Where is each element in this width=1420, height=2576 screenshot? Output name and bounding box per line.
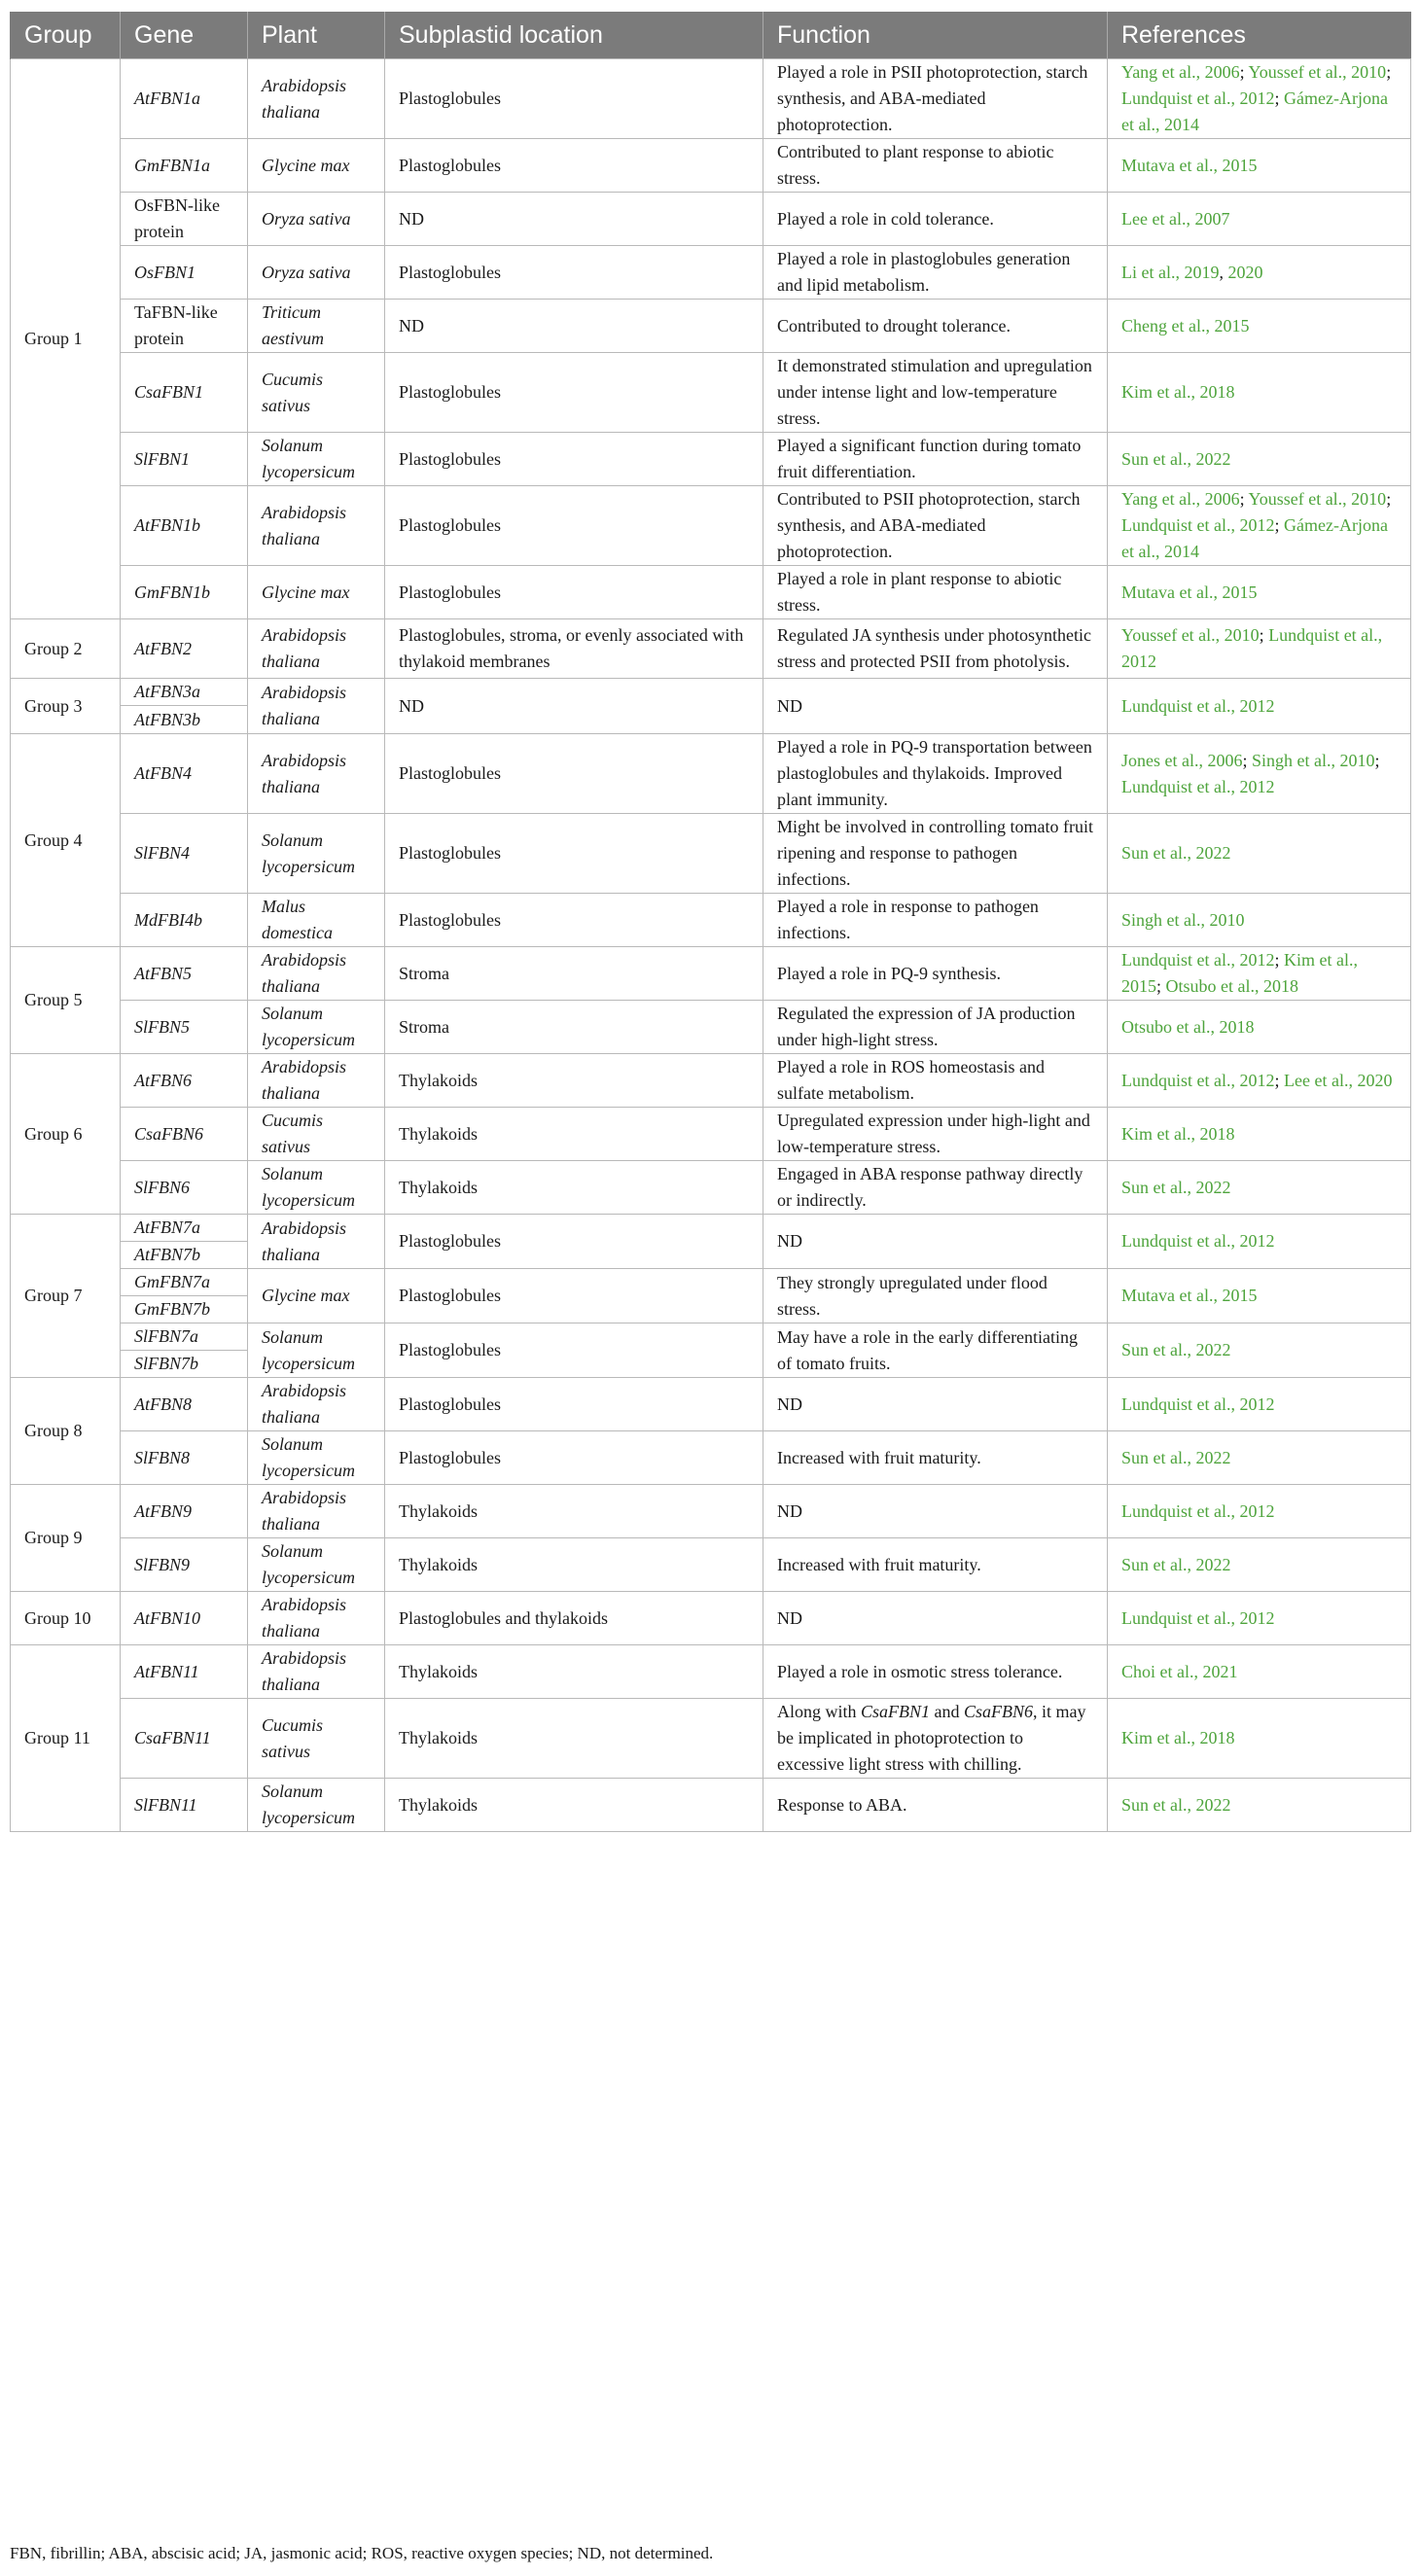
function-cell: Played a role in ROS homeostasis and sulfate metabolism.: [763, 1054, 1108, 1108]
table-row: [11, 1108, 1411, 1161]
references-cell: [1108, 1215, 1411, 1269]
gene-name: SlFBN8: [121, 1431, 248, 1485]
references-cell: [1108, 1431, 1411, 1485]
table-row: [11, 353, 1411, 433]
table-row: [11, 1485, 1411, 1538]
function-cell: Played a role in response to pathogen infections.: [763, 894, 1108, 947]
references-cell: [1108, 353, 1411, 433]
plant-species: Cucumis sativus: [248, 1108, 385, 1161]
function-cell: May have a role in the early differentiating of tomato fruits.: [763, 1323, 1108, 1378]
table-row: [11, 1699, 1411, 1779]
gene-name: AtFBN10: [121, 1592, 248, 1645]
table-row: [11, 300, 1411, 353]
gene-name: AtFBN5: [121, 947, 248, 1001]
subplastid-location: Plastoglobules: [385, 246, 763, 300]
subplastid-location: Plastoglobules: [385, 1431, 763, 1485]
reference-link[interactable]: Mutava et al., 2015: [1121, 582, 1258, 602]
function-cell: [763, 1699, 1108, 1779]
table-row: [11, 1645, 1411, 1699]
reference-link[interactable]: Kim et al., 2018: [1121, 1123, 1235, 1144]
header-references: References: [1108, 12, 1411, 59]
references-cell: [1108, 139, 1411, 193]
plant-species: Solanum lycopersicum: [248, 1001, 385, 1054]
header-subplastid-location: Subplastid location: [385, 12, 763, 59]
reference-link[interactable]: Li et al., 2019: [1121, 262, 1220, 282]
group-label: Group 4: [11, 734, 121, 947]
reference-link[interactable]: Mutava et al., 2015: [1121, 1286, 1258, 1305]
reference-link[interactable]: Sun et al., 2022: [1121, 1554, 1231, 1574]
function-text-part: CsaFBN1: [861, 1702, 931, 1721]
references-cell: Yang et al., 2006; Youssef et al., 2010; Lundquist et al., 2012; Gámez-Arjona et al., 2014: [1108, 59, 1411, 139]
gene-name: GmFBN1a: [121, 139, 248, 193]
function-cell: Contributed to drought tolerance.: [763, 300, 1108, 353]
plant-species: Solanum lycopersicum: [248, 1538, 385, 1592]
reference-link[interactable]: Lundquist et al., 2012: [1121, 1231, 1275, 1251]
subplastid-location: Thylakoids: [385, 1485, 763, 1538]
plant-species: Triticum aestivum: [248, 300, 385, 353]
function-cell: Played a role in plant response to abiotic stress.: [763, 566, 1108, 619]
header-function: Function: [763, 12, 1108, 59]
subplastid-location: Plastoglobules: [385, 814, 763, 894]
plant-species: Arabidopsis thaliana: [248, 1485, 385, 1538]
table-row: [11, 1269, 1411, 1296]
reference-link[interactable]: Singh et al., 2010: [1252, 750, 1375, 770]
gene-name: SlFBN9: [121, 1538, 248, 1592]
gene-name: SlFBN7b: [121, 1351, 248, 1378]
table-row: [11, 734, 1411, 814]
function-cell: ND: [763, 1485, 1108, 1538]
function-cell: ND: [763, 1592, 1108, 1645]
table-body: [11, 59, 1411, 1832]
references-cell: Lundquist et al., 2012; Kim et al., 2015; Otsubo et al., 2018: [1108, 947, 1411, 1001]
reference-link[interactable]: Sun et al., 2022: [1121, 1177, 1231, 1197]
plant-species: Arabidopsis thaliana: [248, 1378, 385, 1431]
plant-species: Glycine max: [248, 566, 385, 619]
table-row: [11, 1431, 1411, 1485]
plant-species: Cucumis sativus: [248, 1699, 385, 1779]
group-label: Group 1: [11, 59, 121, 619]
subplastid-location: Stroma: [385, 1001, 763, 1054]
gene-name: TaFBN-like protein: [121, 300, 248, 353]
gene-name: AtFBN1b: [121, 486, 248, 566]
gene-name: CsaFBN1: [121, 353, 248, 433]
reference-link[interactable]: Lundquist et al., 2012: [1121, 625, 1383, 671]
reference-link[interactable]: Jones et al., 2006: [1121, 750, 1243, 770]
subplastid-location: Plastoglobules: [385, 1378, 763, 1431]
table-row: [11, 1538, 1411, 1592]
function-cell: Regulated JA synthesis under photosynthetic stress and protected PSII from photolysis.: [763, 619, 1108, 679]
references-cell: [1108, 1538, 1411, 1592]
table-row: [11, 1592, 1411, 1645]
subplastid-location: ND: [385, 300, 763, 353]
subplastid-location: Thylakoids: [385, 1538, 763, 1592]
gene-name: AtFBN2: [121, 619, 248, 679]
fibrillin-table: [10, 12, 1411, 1832]
subplastid-location: Thylakoids: [385, 1054, 763, 1108]
subplastid-location: Plastoglobules: [385, 353, 763, 433]
gene-name: OsFBN-like protein: [121, 193, 248, 246]
fibrillin-table-container: [10, 12, 1410, 1832]
table-row: [11, 1378, 1411, 1431]
function-text-part: and: [930, 1702, 965, 1721]
references-cell: Lundquist et al., 2012; Lee et al., 2020: [1108, 1054, 1411, 1108]
table-row: [11, 1779, 1411, 1832]
function-cell: ND: [763, 1378, 1108, 1431]
gene-name: MdFBI4b: [121, 894, 248, 947]
reference-link[interactable]: Youssef et al., 2010: [1121, 625, 1260, 645]
references-cell: Yang et al., 2006; Youssef et al., 2010; Lundquist et al., 2012; Gámez-Arjona et al., 2014: [1108, 486, 1411, 566]
table-row: [11, 894, 1411, 947]
table-row: [11, 59, 1411, 139]
plant-species: Oryza sativa: [248, 246, 385, 300]
gene-name: SlFBN11: [121, 1779, 248, 1832]
header-row: [11, 12, 1411, 59]
plant-species: Arabidopsis thaliana: [248, 486, 385, 566]
reference-link[interactable]: Gámez-Arjona et al., 2014: [1121, 88, 1388, 134]
function-cell: Contributed to PSII photoprotection, starch synthesis, and ABA-mediated photoprotection.: [763, 486, 1108, 566]
plant-species: Solanum lycopersicum: [248, 814, 385, 894]
table-row: [11, 1054, 1411, 1108]
plant-species: Arabidopsis thaliana: [248, 1054, 385, 1108]
reference-link[interactable]: Lundquist et al., 2012: [1121, 88, 1275, 108]
references-cell: [1108, 193, 1411, 246]
reference-link[interactable]: Kim et al., 2018: [1121, 382, 1235, 402]
header-plant: Plant: [248, 12, 385, 59]
references-cell: [1108, 894, 1411, 947]
function-cell: Contributed to plant response to abiotic stress.: [763, 139, 1108, 193]
group-label: Group 11: [11, 1645, 121, 1832]
gene-name: SlFBN7a: [121, 1323, 248, 1351]
plant-species: Arabidopsis thaliana: [248, 1645, 385, 1699]
gene-name: AtFBN3a: [121, 679, 248, 706]
reference-link[interactable]: Otsubo et al., 2018: [1121, 1016, 1255, 1037]
gene-name: AtFBN8: [121, 1378, 248, 1431]
gene-name: AtFBN4: [121, 734, 248, 814]
table-row: [11, 433, 1411, 486]
function-cell: Might be involved in controlling tomato fruit ripening and response to pathogen infections.: [763, 814, 1108, 894]
gene-name: AtFBN6: [121, 1054, 248, 1108]
function-cell: Played a role in plastoglobules generation and lipid metabolism.: [763, 246, 1108, 300]
group-label: Group 8: [11, 1378, 121, 1485]
plant-species: Cucumis sativus: [248, 353, 385, 433]
group-label: Group 3: [11, 679, 121, 734]
plant-species: Arabidopsis thaliana: [248, 1592, 385, 1645]
plant-species: Glycine max: [248, 1269, 385, 1323]
gene-name: AtFBN11: [121, 1645, 248, 1699]
group-label: Group 9: [11, 1485, 121, 1592]
function-cell: Played a role in PQ-9 synthesis.: [763, 947, 1108, 1001]
gene-name: AtFBN7b: [121, 1242, 248, 1269]
plant-species: Arabidopsis thaliana: [248, 947, 385, 1001]
references-cell: Li et al., 2019, 2020: [1108, 246, 1411, 300]
reference-link[interactable]: 2020: [1227, 262, 1263, 282]
plant-species: Oryza sativa: [248, 193, 385, 246]
reference-link[interactable]: Kim et al., 2015: [1121, 950, 1358, 996]
table-row: [11, 1001, 1411, 1054]
references-cell: [1108, 1699, 1411, 1779]
subplastid-location: Thylakoids: [385, 1699, 763, 1779]
references-cell: [1108, 1323, 1411, 1378]
subplastid-location: Plastoglobules: [385, 59, 763, 139]
subplastid-location: ND: [385, 679, 763, 734]
group-label: Group 5: [11, 947, 121, 1054]
plant-species: Solanum lycopersicum: [248, 433, 385, 486]
table-row: [11, 486, 1411, 566]
plant-species: Arabidopsis thaliana: [248, 619, 385, 679]
table-row: [11, 193, 1411, 246]
gene-name: SlFBN5: [121, 1001, 248, 1054]
gene-name: AtFBN9: [121, 1485, 248, 1538]
table-row: [11, 1161, 1411, 1215]
gene-name: GmFBN7a: [121, 1269, 248, 1296]
subplastid-location: Plastoglobules: [385, 139, 763, 193]
table-row: [11, 679, 1411, 706]
references-cell: [1108, 566, 1411, 619]
references-cell: [1108, 1378, 1411, 1431]
references-cell: [1108, 1161, 1411, 1215]
gene-name: SlFBN4: [121, 814, 248, 894]
reference-link[interactable]: Youssef et al., 2010: [1248, 62, 1387, 82]
function-text-part: Along with: [777, 1702, 862, 1721]
function-cell: Regulated the expression of JA production under high-light stress.: [763, 1001, 1108, 1054]
reference-link[interactable]: Lundquist et al., 2012: [1121, 1607, 1275, 1628]
group-label: Group 7: [11, 1215, 121, 1378]
gene-name: SlFBN6: [121, 1161, 248, 1215]
reference-link[interactable]: Otsubo et al., 2018: [1165, 976, 1299, 996]
subplastid-location: Plastoglobules: [385, 734, 763, 814]
subplastid-location: Thylakoids: [385, 1645, 763, 1699]
reference-link[interactable]: Sun et al., 2022: [1121, 448, 1231, 469]
reference-link[interactable]: Lundquist et al., 2012: [1121, 1070, 1275, 1090]
gene-name: AtFBN1a: [121, 59, 248, 139]
reference-link[interactable]: Lundquist et al., 2012: [1121, 695, 1275, 716]
references-cell: [1108, 1592, 1411, 1645]
table-row: [11, 619, 1411, 679]
plant-species: Solanum lycopersicum: [248, 1779, 385, 1832]
gene-name: AtFBN3b: [121, 706, 248, 734]
subplastid-location: Stroma: [385, 947, 763, 1001]
reference-link[interactable]: Mutava et al., 2015: [1121, 155, 1258, 175]
function-text-part: , it may be implicated in photoprotection to excessive light stress with chilling.: [777, 1702, 1086, 1774]
reference-link[interactable]: Yang et al., 2006: [1121, 62, 1240, 82]
reference-link[interactable]: Singh et al., 2010: [1121, 909, 1245, 930]
function-cell: Played a role in PSII photoprotection, starch synthesis, and ABA-mediated photoprotection.: [763, 59, 1108, 139]
table-row: [11, 246, 1411, 300]
plant-species: Malus domestica: [248, 894, 385, 947]
function-cell: Response to ABA.: [763, 1779, 1108, 1832]
table-row: [11, 947, 1411, 1001]
function-cell: Played a role in cold tolerance.: [763, 193, 1108, 246]
subplastid-location: Plastoglobules: [385, 1215, 763, 1269]
subplastid-location: Plastoglobules: [385, 1269, 763, 1323]
gene-name: AtFBN7a: [121, 1215, 248, 1242]
plant-species: Solanum lycopersicum: [248, 1431, 385, 1485]
plant-species: Arabidopsis thaliana: [248, 1215, 385, 1269]
references-cell: [1108, 1269, 1411, 1323]
subplastid-location: Thylakoids: [385, 1779, 763, 1832]
function-cell: Upregulated expression under high-light and low-temperature stress.: [763, 1108, 1108, 1161]
reference-link[interactable]: Lundquist et al., 2012: [1121, 950, 1275, 970]
reference-link[interactable]: Lundquist et al., 2012: [1121, 515, 1275, 535]
references-cell: Youssef et al., 2010; Lundquist et al., 2012: [1108, 619, 1411, 679]
references-cell: [1108, 433, 1411, 486]
reference-link[interactable]: Lundquist et al., 2012: [1121, 1500, 1275, 1521]
header-group: Group: [11, 12, 121, 59]
subplastid-location: Thylakoids: [385, 1161, 763, 1215]
gene-name: CsaFBN11: [121, 1699, 248, 1779]
plant-species: Arabidopsis thaliana: [248, 679, 385, 734]
function-cell: Played a role in PQ-9 transportation between plastoglobules and thylakoids. Improved plant immunity.: [763, 734, 1108, 814]
references-cell: [1108, 1645, 1411, 1699]
group-label: Group 2: [11, 619, 121, 679]
reference-link[interactable]: Youssef et al., 2010: [1248, 489, 1387, 509]
table-row: [11, 139, 1411, 193]
function-cell: ND: [763, 1215, 1108, 1269]
references-cell: [1108, 300, 1411, 353]
references-cell: Jones et al., 2006; Singh et al., 2010; Lundquist et al., 2012: [1108, 734, 1411, 814]
subplastid-location: Plastoglobules: [385, 486, 763, 566]
references-cell: [1108, 814, 1411, 894]
reference-link[interactable]: Lundquist et al., 2012: [1121, 1394, 1275, 1414]
reference-link[interactable]: Lee et al., 2007: [1121, 208, 1230, 229]
references-cell: [1108, 1485, 1411, 1538]
group-label: Group 6: [11, 1054, 121, 1215]
references-cell: [1108, 1001, 1411, 1054]
subplastid-location: Plastoglobules, stroma, or evenly associated with thylakoid membranes: [385, 619, 763, 679]
table-row: [11, 814, 1411, 894]
subplastid-location: Plastoglobules: [385, 433, 763, 486]
reference-link[interactable]: Sun et al., 2022: [1121, 1340, 1231, 1359]
plant-species: Arabidopsis thaliana: [248, 59, 385, 139]
table-row: [11, 566, 1411, 619]
subplastid-location: Plastoglobules: [385, 894, 763, 947]
subplastid-location: ND: [385, 193, 763, 246]
reference-link[interactable]: Sun et al., 2022: [1121, 1447, 1231, 1467]
function-cell: They strongly upregulated under flood stress.: [763, 1269, 1108, 1323]
reference-link[interactable]: Lee et al., 2020: [1284, 1070, 1393, 1090]
gene-name: SlFBN1: [121, 433, 248, 486]
gene-name: CsaFBN6: [121, 1108, 248, 1161]
references-cell: [1108, 1108, 1411, 1161]
header-gene: Gene: [121, 12, 248, 59]
function-cell: Played a significant function during tomato fruit differentiation.: [763, 433, 1108, 486]
function-cell: Increased with fruit maturity.: [763, 1431, 1108, 1485]
reference-link[interactable]: Cheng et al., 2015: [1121, 315, 1250, 335]
subplastid-location: Thylakoids: [385, 1108, 763, 1161]
table-row: [11, 1215, 1411, 1242]
table-row: [11, 1323, 1411, 1351]
function-cell: ND: [763, 679, 1108, 734]
reference-link[interactable]: Choi et al., 2021: [1121, 1661, 1238, 1681]
reference-link[interactable]: Lundquist et al., 2012: [1121, 776, 1275, 796]
plant-species: Solanum lycopersicum: [248, 1323, 385, 1378]
references-cell: [1108, 679, 1411, 734]
subplastid-location: Plastoglobules: [385, 1323, 763, 1378]
reference-link[interactable]: Kim et al., 2018: [1121, 1728, 1235, 1747]
function-cell: Increased with fruit maturity.: [763, 1538, 1108, 1592]
plant-species: Glycine max: [248, 139, 385, 193]
function-cell: Played a role in osmotic stress tolerance.: [763, 1645, 1108, 1699]
reference-link[interactable]: Gámez-Arjona et al., 2014: [1121, 515, 1388, 561]
table-footnote: FBN, fibrillin; ABA, abscisic acid; JA, jasmonic acid; ROS, reactive oxygen species; ND, not determined.: [10, 2544, 714, 2562]
group-label: Group 10: [11, 1592, 121, 1645]
references-cell: [1108, 1779, 1411, 1832]
subplastid-location: Plastoglobules: [385, 566, 763, 619]
plant-species: Arabidopsis thaliana: [248, 734, 385, 814]
plant-species: Solanum lycopersicum: [248, 1161, 385, 1215]
gene-name: GmFBN7b: [121, 1296, 248, 1323]
gene-name: GmFBN1b: [121, 566, 248, 619]
reference-link[interactable]: Yang et al., 2006: [1121, 489, 1240, 509]
gene-name: OsFBN1: [121, 246, 248, 300]
function-cell: It demonstrated stimulation and upregulation under intense light and low-temperature stress.: [763, 353, 1108, 433]
subplastid-location: Plastoglobules and thylakoids: [385, 1592, 763, 1645]
reference-link[interactable]: Sun et al., 2022: [1121, 1794, 1231, 1815]
function-cell: Engaged in ABA response pathway directly or indirectly.: [763, 1161, 1108, 1215]
function-text-part: CsaFBN6: [964, 1702, 1034, 1721]
reference-link[interactable]: Sun et al., 2022: [1121, 843, 1231, 863]
